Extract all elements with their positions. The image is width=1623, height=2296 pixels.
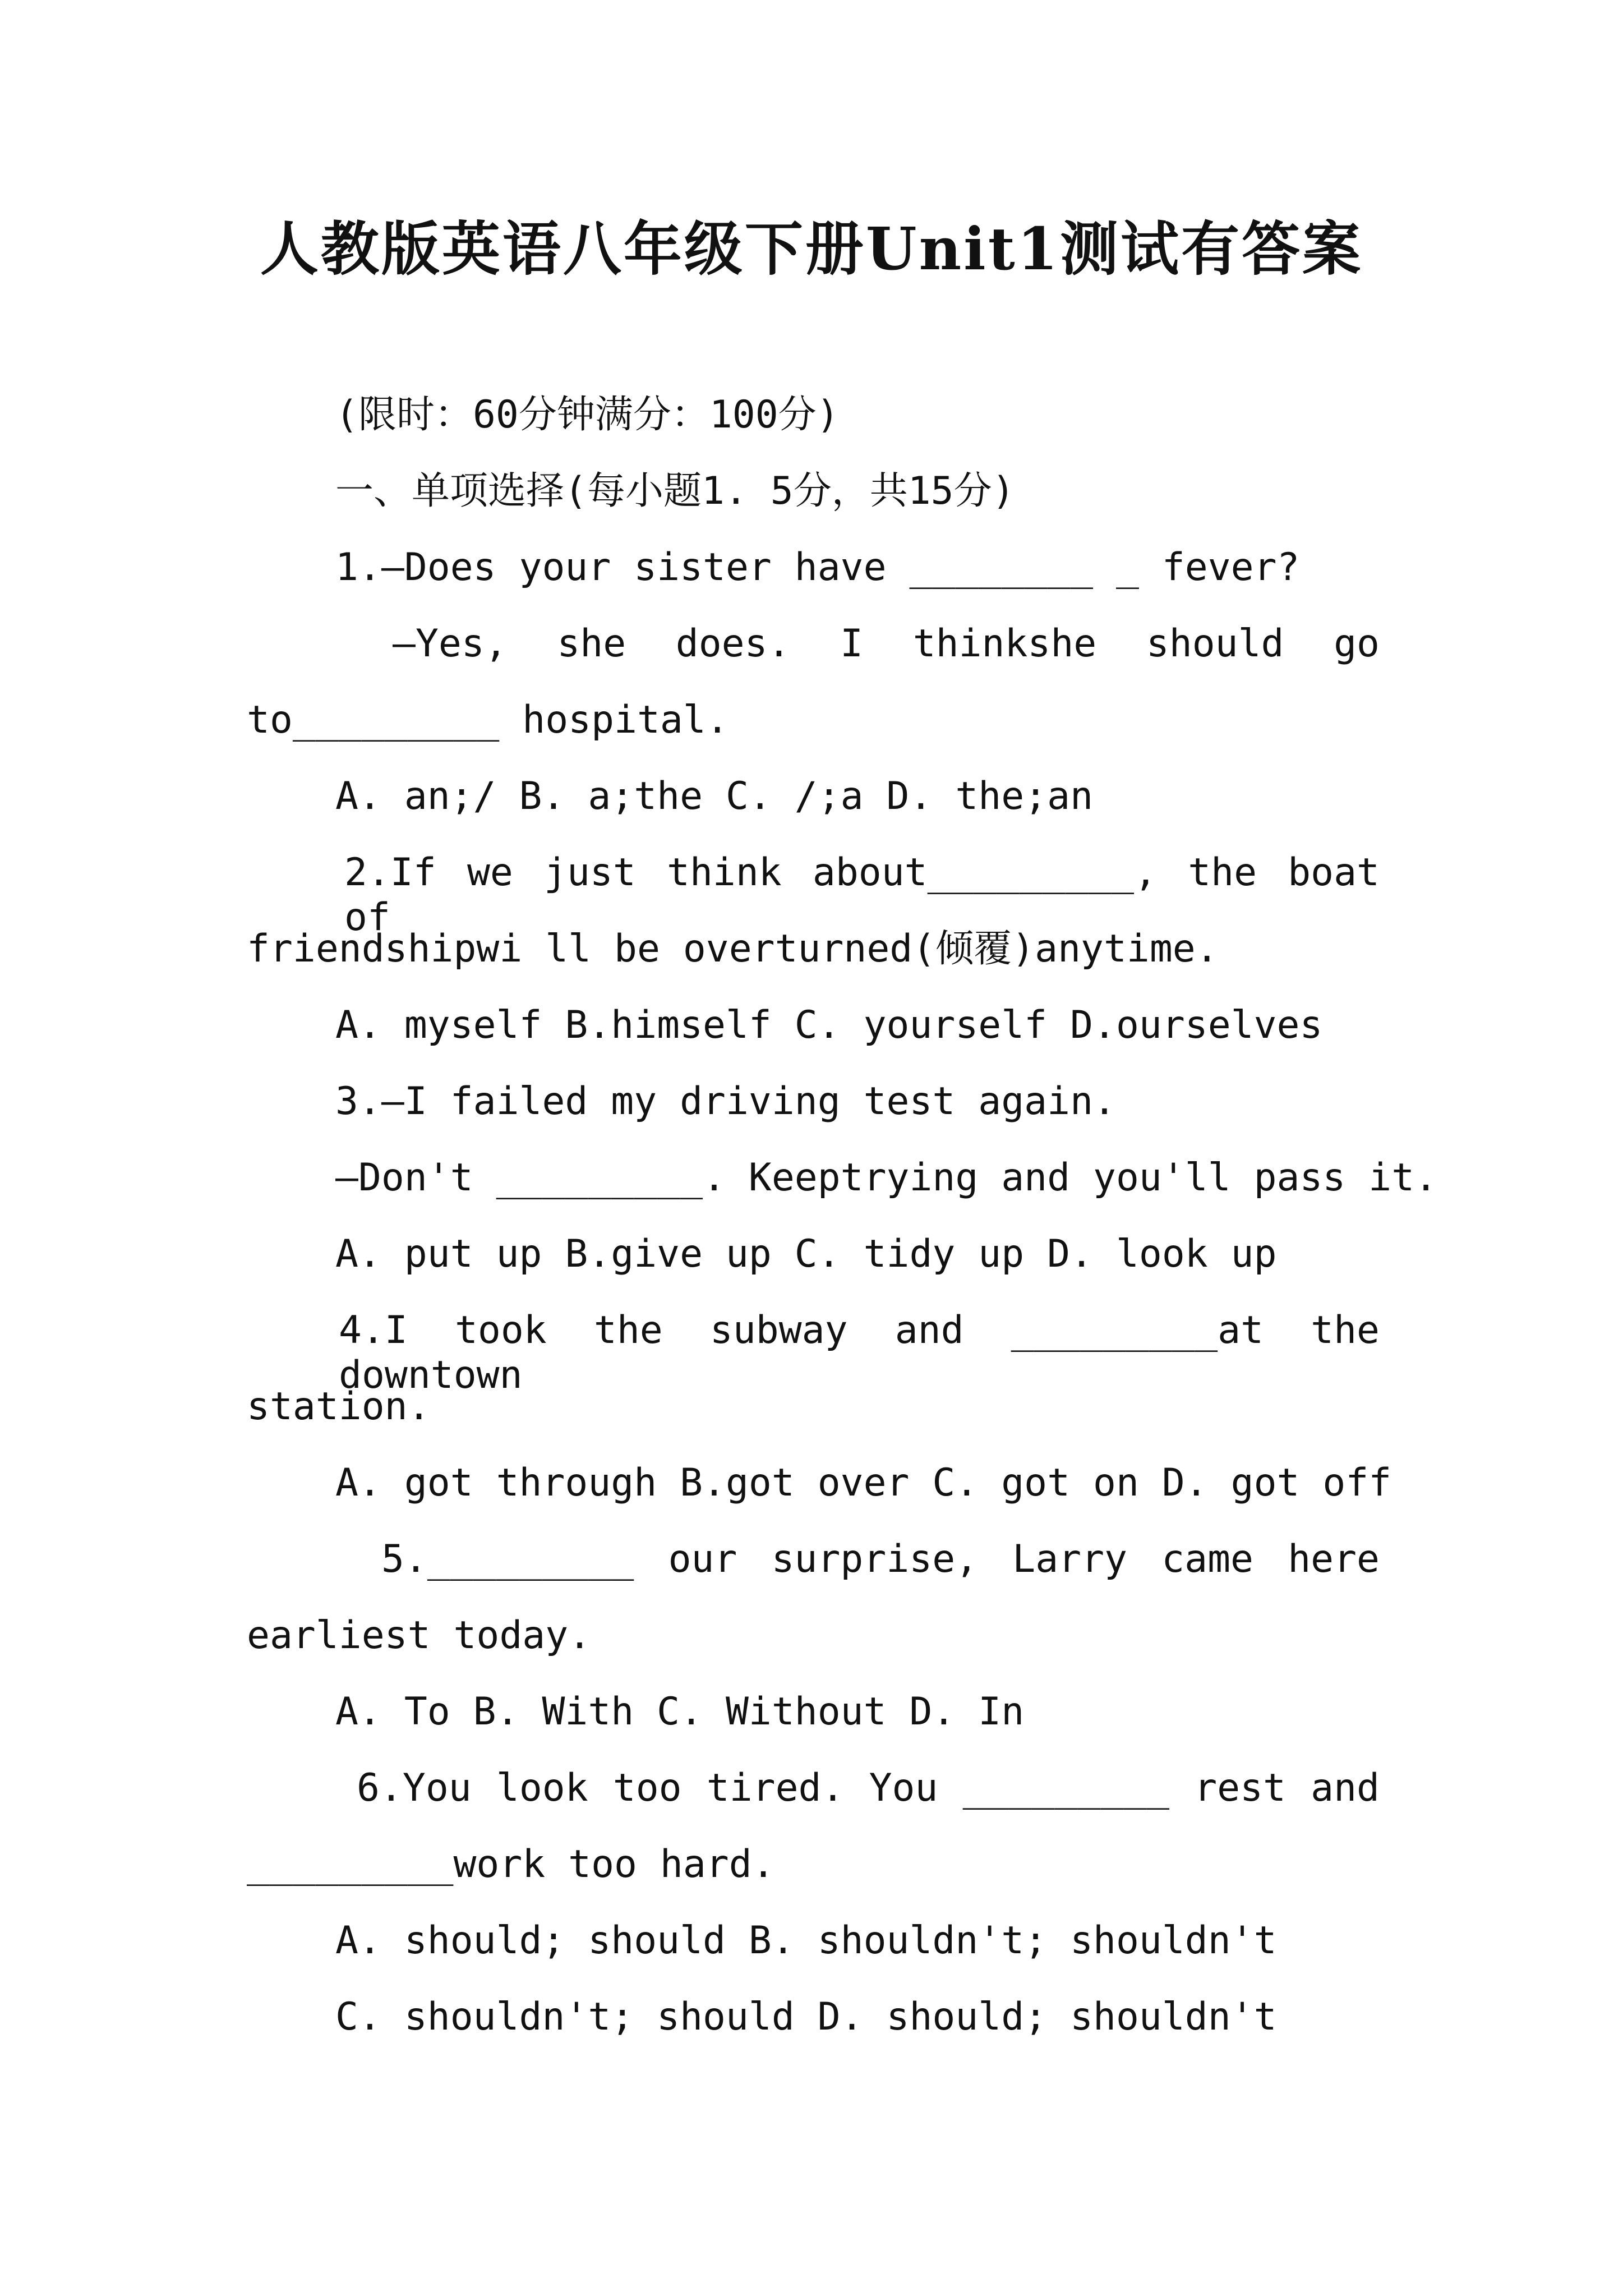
- question-6-line-2: _________work too hard.: [247, 1842, 775, 1887]
- question-3-options: A. put up B.give up C. tidy up D. look up: [335, 1232, 1277, 1276]
- section-heading: 一、单项选择(每小题1. 5分，共15分): [335, 469, 1015, 513]
- question-4-line-1: 4.I took the subway and _________at the downtown: [339, 1308, 1380, 1397]
- question-5-line-1: 5._________ our surprise, Larry came here: [381, 1537, 1380, 1581]
- question-1-options: A. an;/ B. a;the C. /;a D. the;an: [335, 774, 1094, 818]
- question-2-options: A. myself B.himself C. yourself D.ourselves: [335, 1003, 1323, 1047]
- question-5-options: A. To B. With C. Without D. In: [335, 1690, 1025, 1734]
- question-5-line-2: earliest today.: [247, 1613, 592, 1658]
- question-2-line-1: 2.If we just think about_________, the boat of: [344, 850, 1380, 940]
- question-1-line-3: to_________ hospital.: [247, 698, 729, 742]
- question-3-line-1: 3.—I failed my driving test again.: [335, 1079, 1116, 1124]
- question-6-line-1: 6.You look too tired. You _________ rest and: [357, 1766, 1380, 1810]
- question-3-line-2: —Don't _________. Keeptrying and you'll pass it.: [335, 1156, 1438, 1200]
- question-4-line-2: station.: [247, 1384, 431, 1429]
- question-1-line-1: 1.—Does your sister have ________ _ fever?: [335, 545, 1300, 590]
- question-1-line-2: —Yes, she does. I thinkshe should go: [393, 622, 1380, 666]
- question-4-options: A. got through B.got over C. got on D. got off: [335, 1461, 1392, 1505]
- document-title: 人教版英语八年级下册Unit1测试有答案: [260, 214, 1363, 283]
- exam-info-line: (限时：60分钟满分：100分): [335, 393, 840, 437]
- question-6-options-1: A. should; should B. shouldn't; shouldn't: [335, 1918, 1277, 1963]
- question-2-line-2: friendshipwi ll be overturned(倾覆)anytime.: [247, 927, 1219, 971]
- question-6-options-2: C. shouldn't; should D. should; shouldn't: [335, 1995, 1277, 2039]
